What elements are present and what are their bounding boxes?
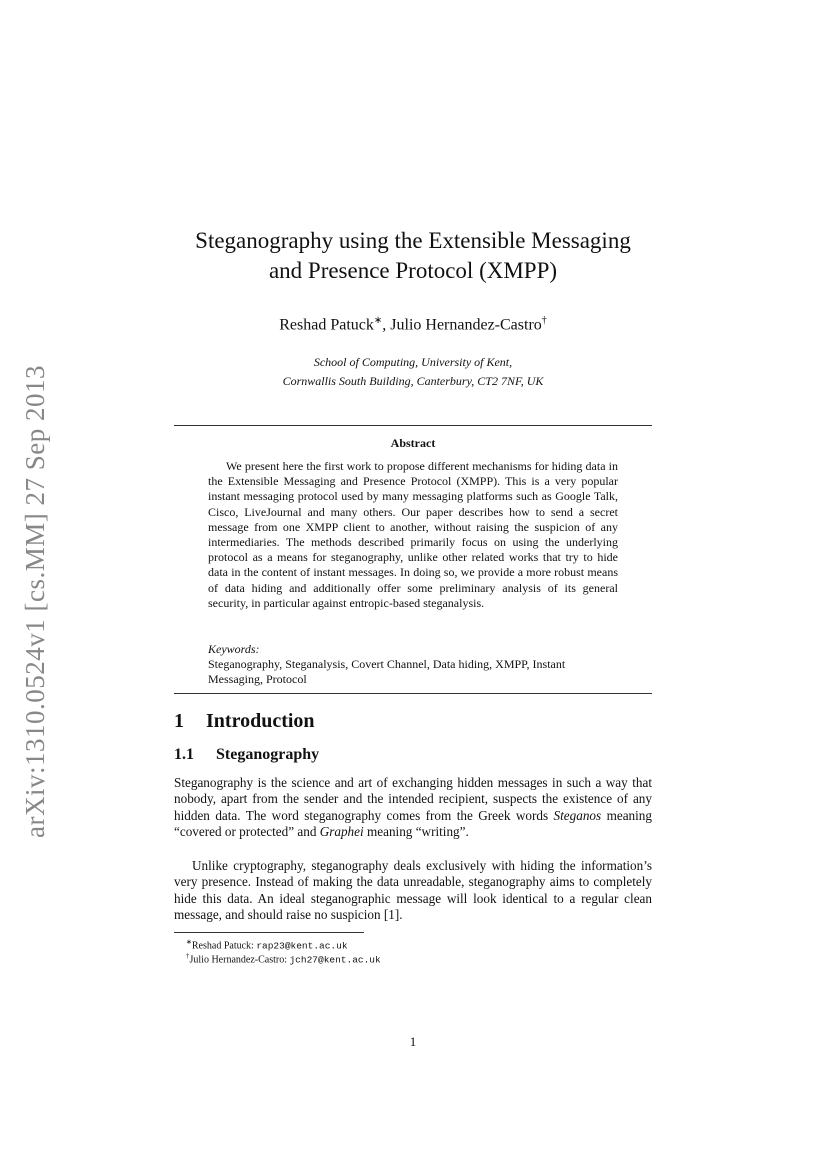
- body-paragraph-2: Unlike cryptography, steganography deals exclusively with hiding the information’s very presence. Instead of making the data unreadable, steganography aims to completely hide this data. An ideal steganographic message will look identical to a regular clean message, and should raise no suspicion [1].: [174, 858, 652, 923]
- footnote-rule: [174, 932, 364, 933]
- section-title: Introduction: [206, 710, 315, 732]
- abstract-body: We present here the first work to propose different mechanisms for hiding data in the Extensible Messaging and Presence Protocol (XMPP). This is a very popular instant messaging protocol used by many messaging platforms such as Google Talk, Cisco, LiveJournal and many others. Our paper describes how to send a secret message from one XMPP client to another, without raising the suspicion of any intermediaries. The methods described primarily focus on using the underlying protocol as a means for steganography, unlike other related works that try to hide data in the content of instant messages. In doing so, we provide a more robust means of data hiding and additionally offer some preliminary analysis of its general security, in particular against entropic-based steganalysis.: [208, 459, 618, 610]
- keywords-label: Keywords:: [208, 642, 260, 656]
- abstract-bottom-rule: [174, 693, 652, 694]
- title-line-2: and Presence Protocol (XMPP): [268, 258, 558, 283]
- footnote-name: Reshad Patuck:: [191, 940, 257, 952]
- author-name: Julio Hernandez-Castro: [390, 316, 542, 334]
- subsection-heading: [174, 746, 319, 764]
- author-separator: ,: [382, 316, 391, 334]
- footnote-email: rap23@kent.ac.uk: [256, 940, 348, 952]
- subsection-number: 1.1: [174, 746, 194, 763]
- abstract-heading: Abstract: [390, 436, 436, 450]
- page-number: 1: [409, 1034, 417, 1049]
- footnote-2: [186, 950, 381, 966]
- emphasized-term: Steganos: [553, 807, 602, 823]
- footnote-mark: †: [186, 952, 190, 960]
- author-list: [174, 311, 652, 335]
- affiliation: [174, 353, 652, 391]
- body-paragraph-1: [174, 775, 652, 841]
- keywords-list: Steganography, Steganalysis, Covert Channel, Data hiding, XMPP, Instant Messaging, Protocol: [208, 657, 566, 687]
- paragraph-text: meaning “covered or protected” and: [174, 807, 652, 840]
- subsection-title: Steganography: [216, 746, 320, 763]
- footnote-mark: ∗: [373, 315, 383, 326]
- paragraph-text: Steganography is the science and art of exchanging hidden messages in such a way that nobody, apart from the sender and the intended recipient, suspects the existence of any hidden data. The word steganography comes from the Greek words: [174, 775, 652, 823]
- footnote-mark: ∗: [186, 938, 192, 946]
- footnote-email: jch27@kent.ac.uk: [289, 954, 381, 966]
- paragraph-text: meaning “writing”.: [363, 824, 469, 840]
- arxiv-identifier: arXiv:1310.0524v1 [cs.MM] 27 Sep 2013: [20, 365, 50, 838]
- footnote-mark: †: [541, 315, 547, 326]
- affiliation-line-2: Cornwallis South Building, Canterbury, CT2 7NF, UK: [282, 374, 544, 388]
- author-name: Reshad Patuck: [279, 316, 374, 334]
- emphasized-term: Graphei: [319, 824, 364, 840]
- section-heading: [174, 710, 315, 733]
- abstract-top-rule: [174, 425, 652, 426]
- title-line-1: Steganography using the Extensible Messaging: [195, 228, 631, 253]
- footnote-name: Julio Hernandez-Castro:: [189, 954, 290, 966]
- affiliation-line-1: School of Computing, University of Kent,: [313, 355, 513, 369]
- section-number: 1: [174, 710, 184, 732]
- paper-title: [174, 226, 652, 286]
